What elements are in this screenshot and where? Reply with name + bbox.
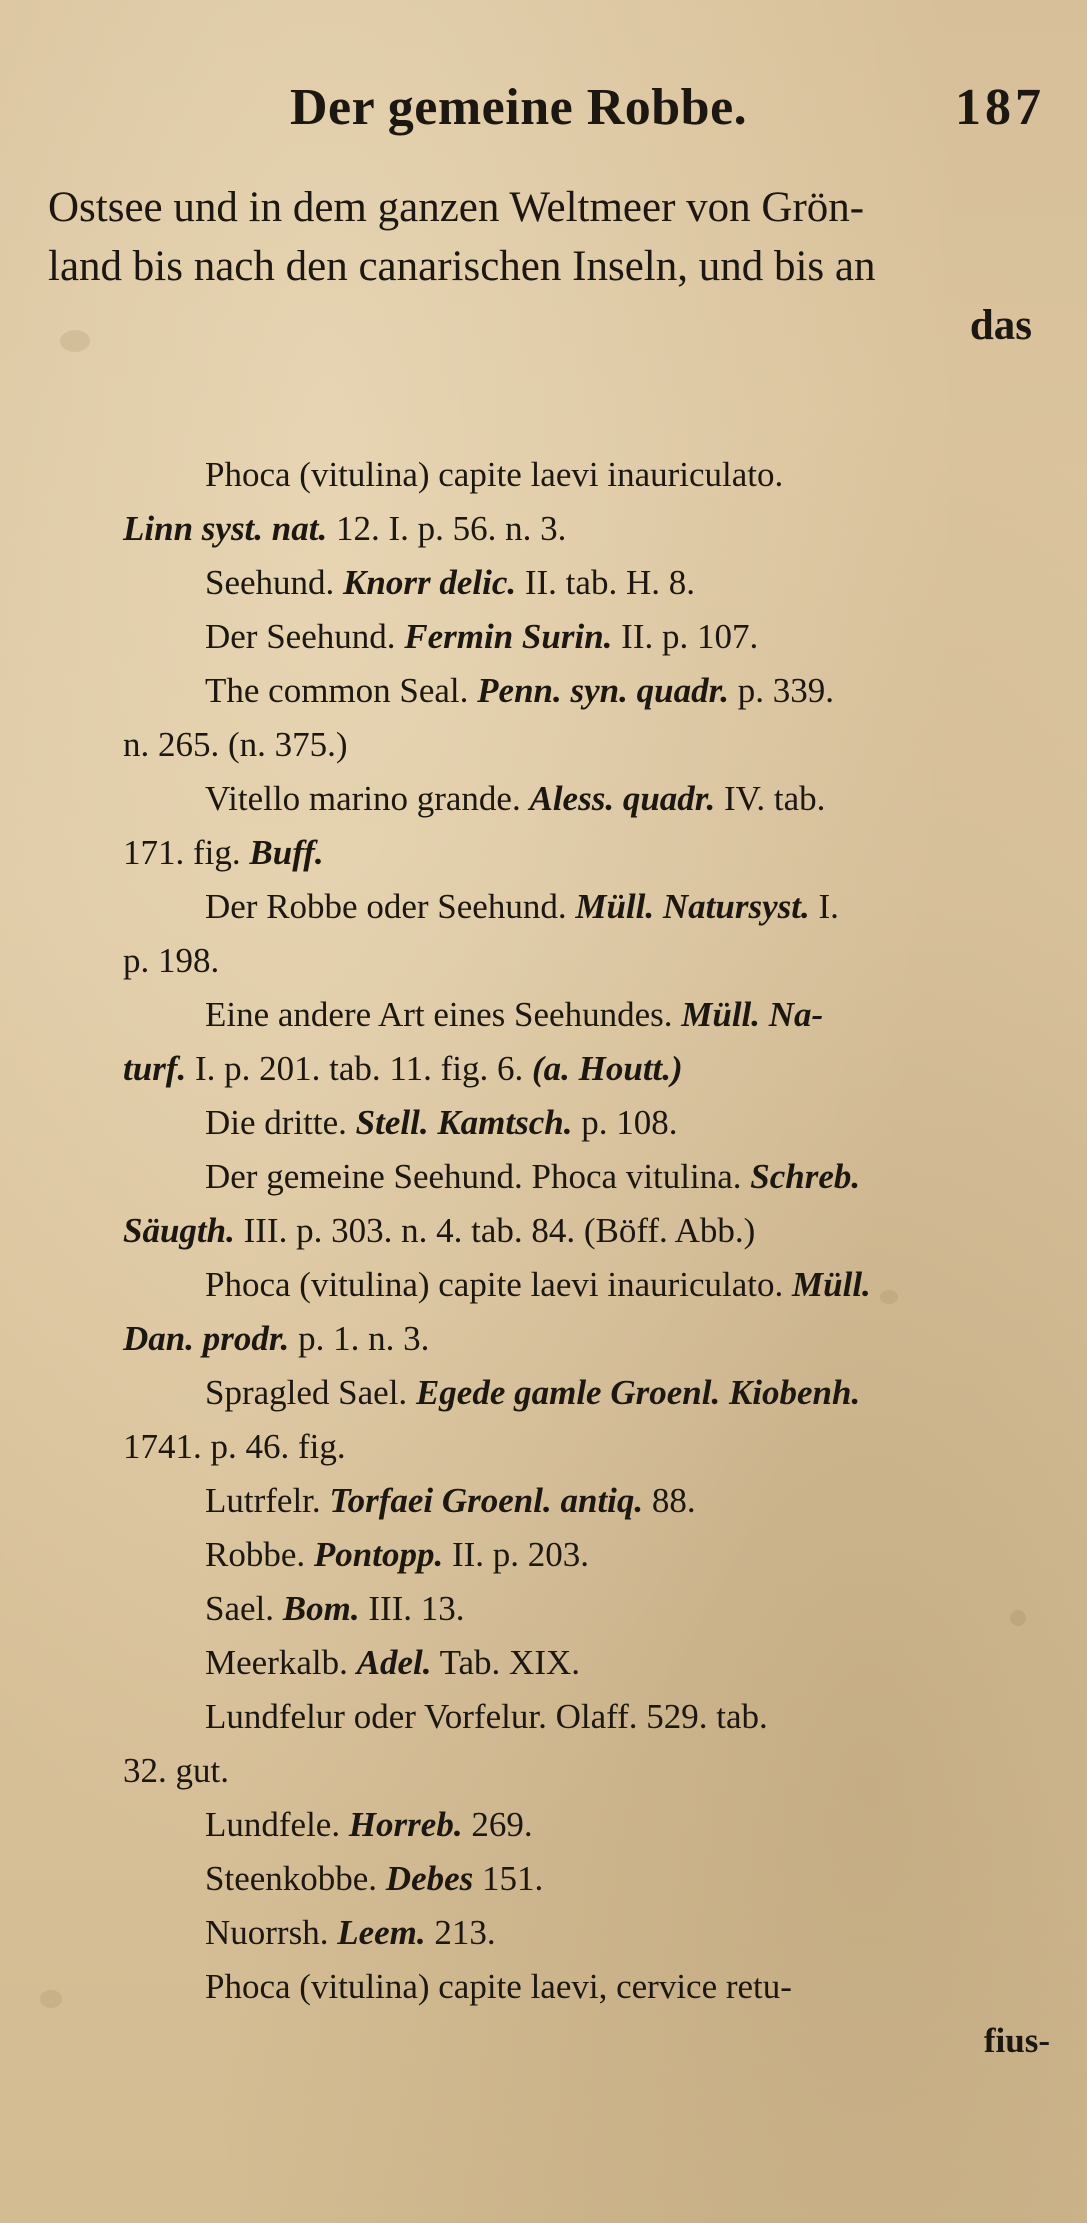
entry-text: 88. <box>643 1481 696 1520</box>
paper-stain <box>40 1990 62 2008</box>
entry-line <box>115 448 1050 502</box>
entry-text: Tab. XIX. <box>431 1643 581 1682</box>
citation-text: Leem. <box>337 1913 426 1952</box>
citation-text: Penn. syn. quadr. <box>477 671 730 710</box>
entry-line <box>115 1042 1050 1096</box>
entry-text: III. p. 303. n. 4. tab. 84. (Böff. Abb.) <box>234 1211 756 1250</box>
body-line: land bis nach den canarischen Inseln, und bis an <box>48 243 876 290</box>
citation-text: Fermin Surin. <box>404 617 613 656</box>
entry-text: Sael. <box>205 1589 283 1628</box>
entry-text: Phoca (vitulina) capite laevi inauriculato. <box>205 455 784 494</box>
entry-text: Der Robbe oder Seehund. <box>205 887 576 926</box>
entry-text: II. p. 203. <box>443 1535 590 1574</box>
synonymy-entry <box>115 610 1050 664</box>
entry-text: Der Seehund. <box>205 617 405 656</box>
entry-line <box>115 1474 1050 1528</box>
synonymy-entry <box>115 448 1050 556</box>
entry-text: Nuorrsh. <box>205 1913 338 1952</box>
entry-line <box>115 664 1050 718</box>
entry-line <box>115 610 1050 664</box>
entry-text: Meerkalb. <box>205 1643 357 1682</box>
citation-text: Müll. Natursyst. <box>575 887 810 926</box>
citation-text: Adel. <box>356 1643 432 1682</box>
entry-text: Robbe. <box>205 1535 314 1574</box>
citation-text: Schreb. <box>750 1157 861 1196</box>
entry-text: IV. tab. <box>715 779 826 818</box>
citation-text: Stell. Kamtsch. <box>355 1103 573 1142</box>
entry-text: I. <box>809 887 839 926</box>
entry-text: 213. <box>425 1913 496 1952</box>
entry-line <box>115 1582 1050 1636</box>
entry-text: p. 1. n. 3. <box>289 1319 430 1358</box>
entry-text: 151. <box>473 1859 544 1898</box>
entry-line <box>115 1906 1050 1960</box>
synonymy-entry <box>115 1150 1050 1258</box>
entry-line <box>115 1798 1050 1852</box>
entry-line <box>115 502 1050 556</box>
citation-text: Bom. <box>282 1589 360 1628</box>
synonymy-entry <box>115 1636 1050 1690</box>
entry-line <box>115 1528 1050 1582</box>
citation-text: Müll. <box>792 1265 871 1304</box>
running-head: Der gemeine Robbe. <box>290 79 748 136</box>
entry-text: Steenkobbe. <box>205 1859 386 1898</box>
catchword: das <box>969 302 1032 349</box>
citation-text: Buff. <box>249 833 324 872</box>
entry-text: p. 198. <box>123 941 220 980</box>
synonymy-entry <box>115 880 1050 988</box>
entry-text: Die dritte. <box>205 1103 356 1142</box>
entry-line <box>115 1366 1050 1420</box>
synonymy-entry <box>115 1474 1050 1528</box>
citation-text: Dan. prodr. <box>123 1319 290 1358</box>
entry-text: Lundfelur oder Vorfelur. Olaff. 529. tab. <box>205 1697 768 1736</box>
entry-text: Phoca (vitulina) capite laevi, cervice retu- <box>205 1967 792 2006</box>
entry-text: I. p. 201. tab. 11. fig. 6. <box>186 1049 532 1088</box>
entry-line <box>115 718 1050 772</box>
synonymy-entry <box>115 1852 1050 1906</box>
citation-text: Torfaei Groenl. antiq. <box>329 1481 644 1520</box>
entry-line <box>115 988 1050 1042</box>
entry-line <box>115 1852 1050 1906</box>
entry-text: Lutrfelr. <box>205 1481 330 1520</box>
entry-text: III. 13. <box>359 1589 465 1628</box>
entry-text: Vitello marino grande. <box>205 779 530 818</box>
entry-text: Spragled Sael. <box>205 1373 416 1412</box>
citation-text: Pontopp. <box>313 1535 444 1574</box>
entry-text: p. 108. <box>572 1103 678 1142</box>
entry-line <box>115 1258 1050 1312</box>
entry-text: Phoca (vitulina) capite laevi inauriculato. <box>205 1265 793 1304</box>
entry-text: Lundfele. <box>205 1805 349 1844</box>
entry-line <box>115 1096 1050 1150</box>
citation-text: Säugth. <box>123 1211 235 1250</box>
entry-line <box>115 1150 1050 1204</box>
synonymy-entry <box>115 1582 1050 1636</box>
synonymy-entry <box>115 1798 1050 1852</box>
entry-line <box>115 880 1050 934</box>
entry-line <box>115 1420 1050 1474</box>
entry-line <box>115 826 1050 880</box>
citation-text: Aless. quadr. <box>529 779 716 818</box>
citation-text: Debes <box>385 1859 474 1898</box>
citation-text: (a. Houtt.) <box>531 1049 683 1088</box>
synonymy-entry <box>115 1096 1050 1150</box>
entry-line <box>115 1960 1050 2014</box>
page-header <box>0 78 1087 148</box>
entry-line <box>115 1690 1050 1744</box>
synonymy-entry <box>115 1528 1050 1582</box>
synonymy-entry <box>115 664 1050 772</box>
body-paragraph <box>48 178 1038 355</box>
entry-text: II. p. 107. <box>612 617 759 656</box>
entry-line <box>115 1636 1050 1690</box>
citation-text: Egede gamle Groenl. Kiobenh. <box>415 1373 861 1412</box>
page-number: 187 <box>955 79 1045 136</box>
entry-text: Eine andere Art eines Seehundes. <box>205 995 682 1034</box>
citation-text: Müll. Na- <box>681 995 824 1034</box>
synonymy-entry <box>115 1690 1050 1798</box>
synonymy-entry <box>115 1906 1050 1960</box>
synonymy-entry <box>115 1366 1050 1474</box>
entry-text: Der gemeine Seehund. Phoca vitulina. <box>205 1157 751 1196</box>
entry-line <box>115 934 1050 988</box>
entry-text: n. 265. (n. 375.) <box>123 725 348 764</box>
synonymy-entry <box>115 1960 1050 2014</box>
citation-text: Knorr delic. <box>343 563 517 602</box>
synonymy-entry <box>115 1258 1050 1366</box>
entry-text: Seehund. <box>205 563 344 602</box>
entry-text: 1741. p. 46. fig. <box>123 1427 346 1466</box>
catchword: fius- <box>983 2021 1050 2060</box>
synonymy-entry <box>115 556 1050 610</box>
entry-text: II. tab. H. 8. <box>516 563 695 602</box>
synonymy-list <box>115 448 1050 2068</box>
synonymy-entry <box>115 988 1050 1096</box>
entry-text: 171. fig. <box>123 833 250 872</box>
entry-line <box>115 1744 1050 1798</box>
entry-text: 12. I. p. 56. n. 3. <box>327 509 567 548</box>
citation-text: turf. <box>123 1049 187 1088</box>
citation-text: Horreb. <box>348 1805 463 1844</box>
entry-text: 269. <box>462 1805 533 1844</box>
entry-text: p. 339. <box>729 671 835 710</box>
entry-line <box>115 1204 1050 1258</box>
entry-line <box>115 556 1050 610</box>
entry-text: 32. gut. <box>123 1751 229 1790</box>
body-line: Ostsee und in dem ganzen Weltmeer von Grön- <box>48 184 865 231</box>
citation-text: Linn syst. nat. <box>123 509 328 548</box>
entry-line <box>115 1312 1050 1366</box>
entry-line <box>115 772 1050 826</box>
synonymy-entry <box>115 772 1050 880</box>
entry-text: The common Seal. <box>205 671 478 710</box>
